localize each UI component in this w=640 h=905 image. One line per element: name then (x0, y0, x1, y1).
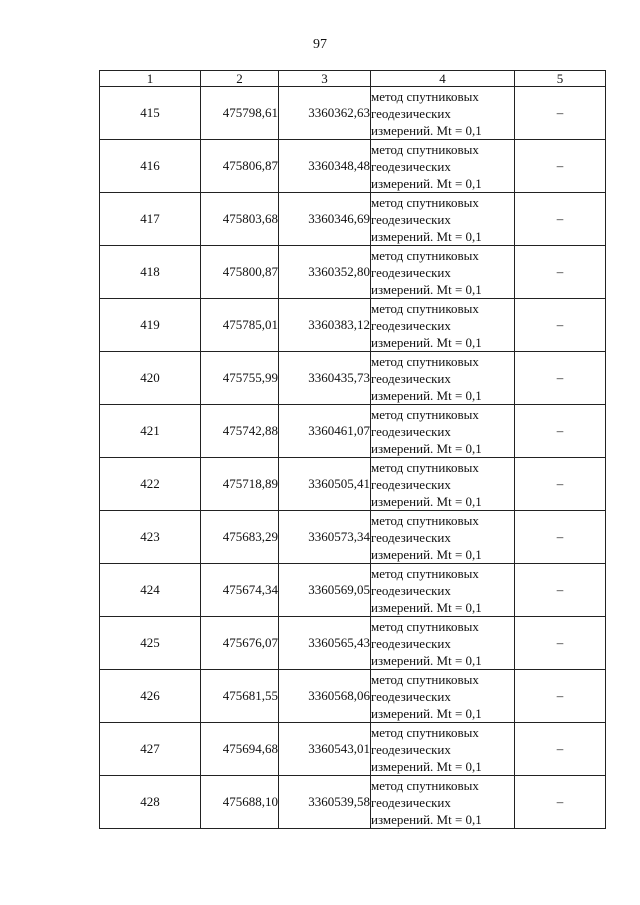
method-line: метод спутниковых (371, 565, 479, 581)
method-line: метод спутниковых (371, 724, 479, 740)
coordinate-x: 475718,89 (201, 458, 279, 511)
coordinate-x: 475674,34 (201, 564, 279, 617)
point-number: 415 (100, 87, 201, 140)
point-number: 428 (100, 776, 201, 829)
method-line: геодезических (371, 582, 451, 598)
table-row (100, 352, 606, 405)
method-line: геодезических (371, 370, 451, 386)
determination-method (371, 193, 515, 246)
page-number: 97 (313, 37, 327, 52)
table-row (100, 458, 606, 511)
point-number: 426 (100, 670, 201, 723)
column-5-value: – (515, 564, 606, 617)
table-row (100, 299, 606, 352)
point-number: 422 (100, 458, 201, 511)
coordinate-x: 475785,01 (201, 299, 279, 352)
method-line: измерений. Mt = 0,1 (371, 440, 482, 456)
column-5-value: – (515, 617, 606, 670)
point-number: 416 (100, 140, 201, 193)
coordinate-y: 3360565,43 (279, 617, 371, 670)
point-number: 417 (100, 193, 201, 246)
method-line: геодезических (371, 794, 451, 810)
determination-method (371, 564, 515, 617)
determination-method (371, 511, 515, 564)
coordinate-x: 475694,68 (201, 723, 279, 776)
column-5-value: – (515, 776, 606, 829)
coordinate-y: 3360543,01 (279, 723, 371, 776)
method-line: метод спутниковых (371, 777, 479, 793)
method-line: метод спутниковых (371, 618, 479, 634)
method-line: измерений. Mt = 0,1 (371, 758, 482, 774)
method-line: геодезических (371, 529, 451, 545)
coordinate-y: 3360461,07 (279, 405, 371, 458)
column-header-5: 5 (515, 71, 606, 87)
column-5-value: – (515, 140, 606, 193)
coordinates-table (99, 70, 606, 829)
method-line: геодезических (371, 688, 451, 704)
method-line: метод спутниковых (371, 300, 479, 316)
column-5-value: – (515, 458, 606, 511)
point-number: 424 (100, 564, 201, 617)
table-row (100, 617, 606, 670)
coordinate-x: 475800,87 (201, 246, 279, 299)
point-number: 418 (100, 246, 201, 299)
column-5-value: – (515, 723, 606, 776)
method-line: метод спутниковых (371, 353, 479, 369)
coordinate-x: 475798,61 (201, 87, 279, 140)
point-number: 427 (100, 723, 201, 776)
table-row (100, 140, 606, 193)
method-line: измерений. Mt = 0,1 (371, 228, 482, 244)
coordinate-y: 3360346,69 (279, 193, 371, 246)
coordinate-x: 475688,10 (201, 776, 279, 829)
column-5-value: – (515, 670, 606, 723)
table-row (100, 405, 606, 458)
method-line: измерений. Mt = 0,1 (371, 387, 482, 403)
method-line: метод спутниковых (371, 459, 479, 475)
point-number: 425 (100, 617, 201, 670)
coordinate-x: 475806,87 (201, 140, 279, 193)
determination-method (371, 87, 515, 140)
method-line: измерений. Mt = 0,1 (371, 175, 482, 191)
determination-method (371, 246, 515, 299)
method-line: измерений. Mt = 0,1 (371, 334, 482, 350)
column-5-value: – (515, 193, 606, 246)
method-line: измерений. Mt = 0,1 (371, 546, 482, 562)
coordinate-x: 475676,07 (201, 617, 279, 670)
point-number: 421 (100, 405, 201, 458)
table-row (100, 776, 606, 829)
determination-method (371, 140, 515, 193)
column-5-value: – (515, 511, 606, 564)
coordinate-y: 3360569,05 (279, 564, 371, 617)
method-line: измерений. Mt = 0,1 (371, 281, 482, 297)
coordinate-x: 475681,55 (201, 670, 279, 723)
method-line: измерений. Mt = 0,1 (371, 652, 482, 668)
table-row (100, 723, 606, 776)
method-line: геодезических (371, 158, 451, 174)
coordinate-y: 3360435,73 (279, 352, 371, 405)
method-line: геодезических (371, 423, 451, 439)
coordinate-y: 3360348,48 (279, 140, 371, 193)
column-5-value: – (515, 299, 606, 352)
coordinate-x: 475742,88 (201, 405, 279, 458)
table-row (100, 564, 606, 617)
column-header-2: 2 (201, 71, 279, 87)
method-line: измерений. Mt = 0,1 (371, 599, 482, 615)
column-header-1: 1 (100, 71, 201, 87)
column-header-4: 4 (371, 71, 515, 87)
method-line: измерений. Mt = 0,1 (371, 705, 482, 721)
column-5-value: – (515, 246, 606, 299)
method-line: геодезических (371, 741, 451, 757)
method-line: геодезических (371, 211, 451, 227)
coordinate-x: 475803,68 (201, 193, 279, 246)
table-row (100, 87, 606, 140)
method-line: метод спутниковых (371, 671, 479, 687)
method-line: метод спутниковых (371, 512, 479, 528)
column-5-value: – (515, 405, 606, 458)
coordinate-x: 475755,99 (201, 352, 279, 405)
coordinate-y: 3360362,63 (279, 87, 371, 140)
method-line: метод спутниковых (371, 141, 479, 157)
method-line: метод спутниковых (371, 194, 479, 210)
determination-method (371, 299, 515, 352)
table-body (100, 87, 606, 829)
column-header-3: 3 (279, 71, 371, 87)
coordinate-x: 475683,29 (201, 511, 279, 564)
table-row (100, 193, 606, 246)
coordinate-y: 3360568,06 (279, 670, 371, 723)
table-header-row (100, 71, 606, 87)
determination-method (371, 352, 515, 405)
method-line: геодезических (371, 476, 451, 492)
table-row (100, 670, 606, 723)
table-row (100, 511, 606, 564)
determination-method (371, 723, 515, 776)
method-line: геодезических (371, 635, 451, 651)
table-row (100, 246, 606, 299)
determination-method (371, 617, 515, 670)
method-line: метод спутниковых (371, 247, 479, 263)
coordinate-y: 3360573,34 (279, 511, 371, 564)
point-number: 419 (100, 299, 201, 352)
method-line: метод спутниковых (371, 88, 479, 104)
column-5-value: – (515, 352, 606, 405)
method-line: измерений. Mt = 0,1 (371, 122, 482, 138)
coordinate-y: 3360383,12 (279, 299, 371, 352)
coordinate-y: 3360352,80 (279, 246, 371, 299)
determination-method (371, 670, 515, 723)
column-5-value: – (515, 87, 606, 140)
determination-method (371, 405, 515, 458)
determination-method (371, 776, 515, 829)
method-line: измерений. Mt = 0,1 (371, 493, 482, 509)
coordinate-y: 3360505,41 (279, 458, 371, 511)
point-number: 420 (100, 352, 201, 405)
method-line: метод спутниковых (371, 406, 479, 422)
method-line: измерений. Mt = 0,1 (371, 811, 482, 827)
point-number: 423 (100, 511, 201, 564)
method-line: геодезических (371, 105, 451, 121)
method-line: геодезических (371, 264, 451, 280)
determination-method (371, 458, 515, 511)
coordinate-y: 3360539,58 (279, 776, 371, 829)
method-line: геодезических (371, 317, 451, 333)
